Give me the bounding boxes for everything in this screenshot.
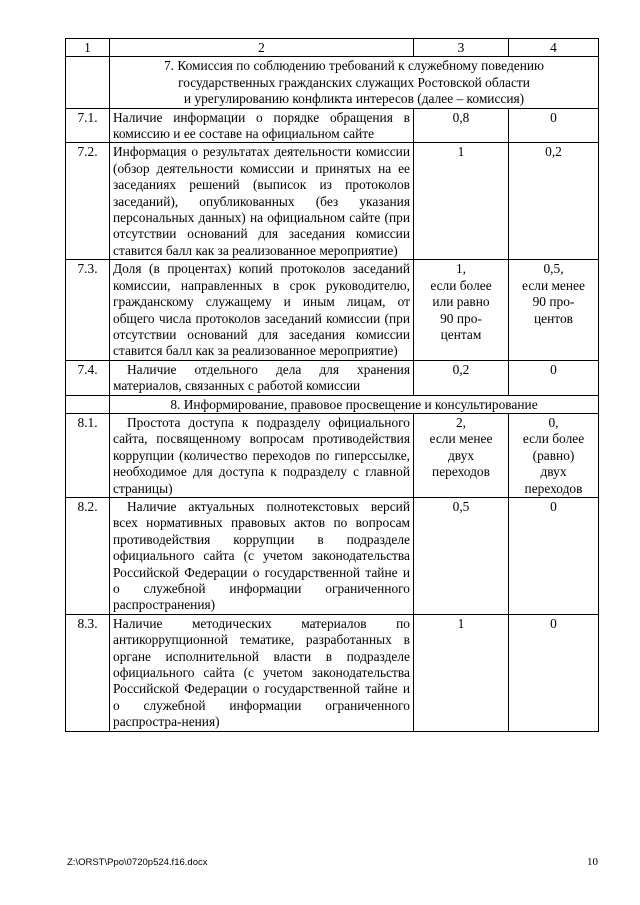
section-row bbox=[66, 395, 599, 413]
row-description: Наличие отдельного дела для хранения материалов, связанных с работой комиссии bbox=[110, 360, 414, 395]
table-row bbox=[66, 413, 599, 497]
table-row bbox=[66, 260, 599, 360]
row-description: Наличие методических материалов по антикоррупционной тематике, разработанных в органе исполнительной власти в подразделе официального сайта (с учетом законодательства Российской Федерации о государственной тайне и о служебной информации ограниченного распростра-нения) bbox=[110, 614, 414, 731]
row-number: 7.3. bbox=[66, 260, 110, 360]
row-description: Наличие информации о порядке обращения в комиссию и ее составе на официальном сайте bbox=[110, 108, 414, 143]
table-row bbox=[66, 497, 599, 614]
header-col-4: 4 bbox=[509, 39, 599, 57]
section-spacer bbox=[66, 395, 110, 413]
table-row bbox=[66, 108, 599, 143]
row-score-no: 0 bbox=[509, 614, 599, 731]
row-score-yes: 0,8 bbox=[414, 108, 509, 143]
row-score-yes: 1 bbox=[414, 143, 509, 260]
page-number: 10 bbox=[587, 856, 598, 868]
section-row bbox=[66, 57, 599, 108]
row-number: 8.2. bbox=[66, 497, 110, 614]
row-score-yes: 0,2 bbox=[414, 360, 509, 395]
row-score-no: 0,5, если менее 90 про- центов bbox=[509, 260, 599, 360]
row-score-no: 0 bbox=[509, 497, 599, 614]
criteria-table bbox=[65, 38, 599, 732]
header-col-1: 1 bbox=[66, 39, 110, 57]
row-number: 7.1. bbox=[66, 108, 110, 143]
table-row bbox=[66, 614, 599, 731]
row-score-no: 0 bbox=[509, 108, 599, 143]
row-number: 7.2. bbox=[66, 143, 110, 260]
row-description: Информация о результатах деятельности комиссии (обзор деятельности комиссии и принятых на ее заседаниях решений (выписок из протоколов заседаний), опубликованных (без указания персональных данных) на официальном сайте (при отсутствии оснований для заседания комиссии ставится балл как за реализованное мероприятие) bbox=[110, 143, 414, 260]
header-col-3: 3 bbox=[414, 39, 509, 57]
table-row bbox=[66, 360, 599, 395]
header-row bbox=[66, 39, 599, 57]
row-score-yes: 2, если менее двух переходов bbox=[414, 413, 509, 497]
row-number: 8.3. bbox=[66, 614, 110, 731]
section-7-title: 7. Комиссия по соблюдению требований к служебному поведению государственных гражданских служащих Ростовской области и урегулированию конфликта интересов (далее – комиссия) bbox=[110, 57, 599, 108]
section-spacer bbox=[66, 57, 110, 108]
row-score-no: 0, если более (равно) двух переходов bbox=[509, 413, 599, 497]
row-description: Наличие актуальных полнотекстовых версий всех нормативных правовых актов по вопросам противодействия коррупции в подразделе официального сайта (с учетом законодательства Российской Федерации о государственной тайне и о служебной информации ограниченного распространения) bbox=[110, 497, 414, 614]
row-score-yes: 1 bbox=[414, 614, 509, 731]
row-score-yes: 0,5 bbox=[414, 497, 509, 614]
row-description: Доля (в процентах) копий протоколов заседаний комиссии, направленных в срок руководителю, гражданскому служащему и иным лицам, от общего числа протоколов заседаний комиссии (при отсутствии оснований для заседания комиссии ставится балл как за реализованное мероприятие) bbox=[110, 260, 414, 360]
row-score-no: 0,2 bbox=[509, 143, 599, 260]
header-col-2: 2 bbox=[110, 39, 414, 57]
row-description: Простота доступа к подразделу официального сайта, посвященному вопросам противодействия коррупции (количество переходов по гиперссылке, необходимое для доступа к подразделу с главной страницы) bbox=[110, 413, 414, 497]
table-row bbox=[66, 143, 599, 260]
row-number: 8.1. bbox=[66, 413, 110, 497]
row-score-no: 0 bbox=[509, 360, 599, 395]
file-path: Z:\ORST\Ppo\0720p524.f16.docx bbox=[67, 857, 208, 868]
row-number: 7.4. bbox=[66, 360, 110, 395]
row-score-yes: 1, если более или равно 90 про- центам bbox=[414, 260, 509, 360]
section-8-title: 8. Информирование, правовое просвещение и консультирование bbox=[110, 395, 599, 413]
